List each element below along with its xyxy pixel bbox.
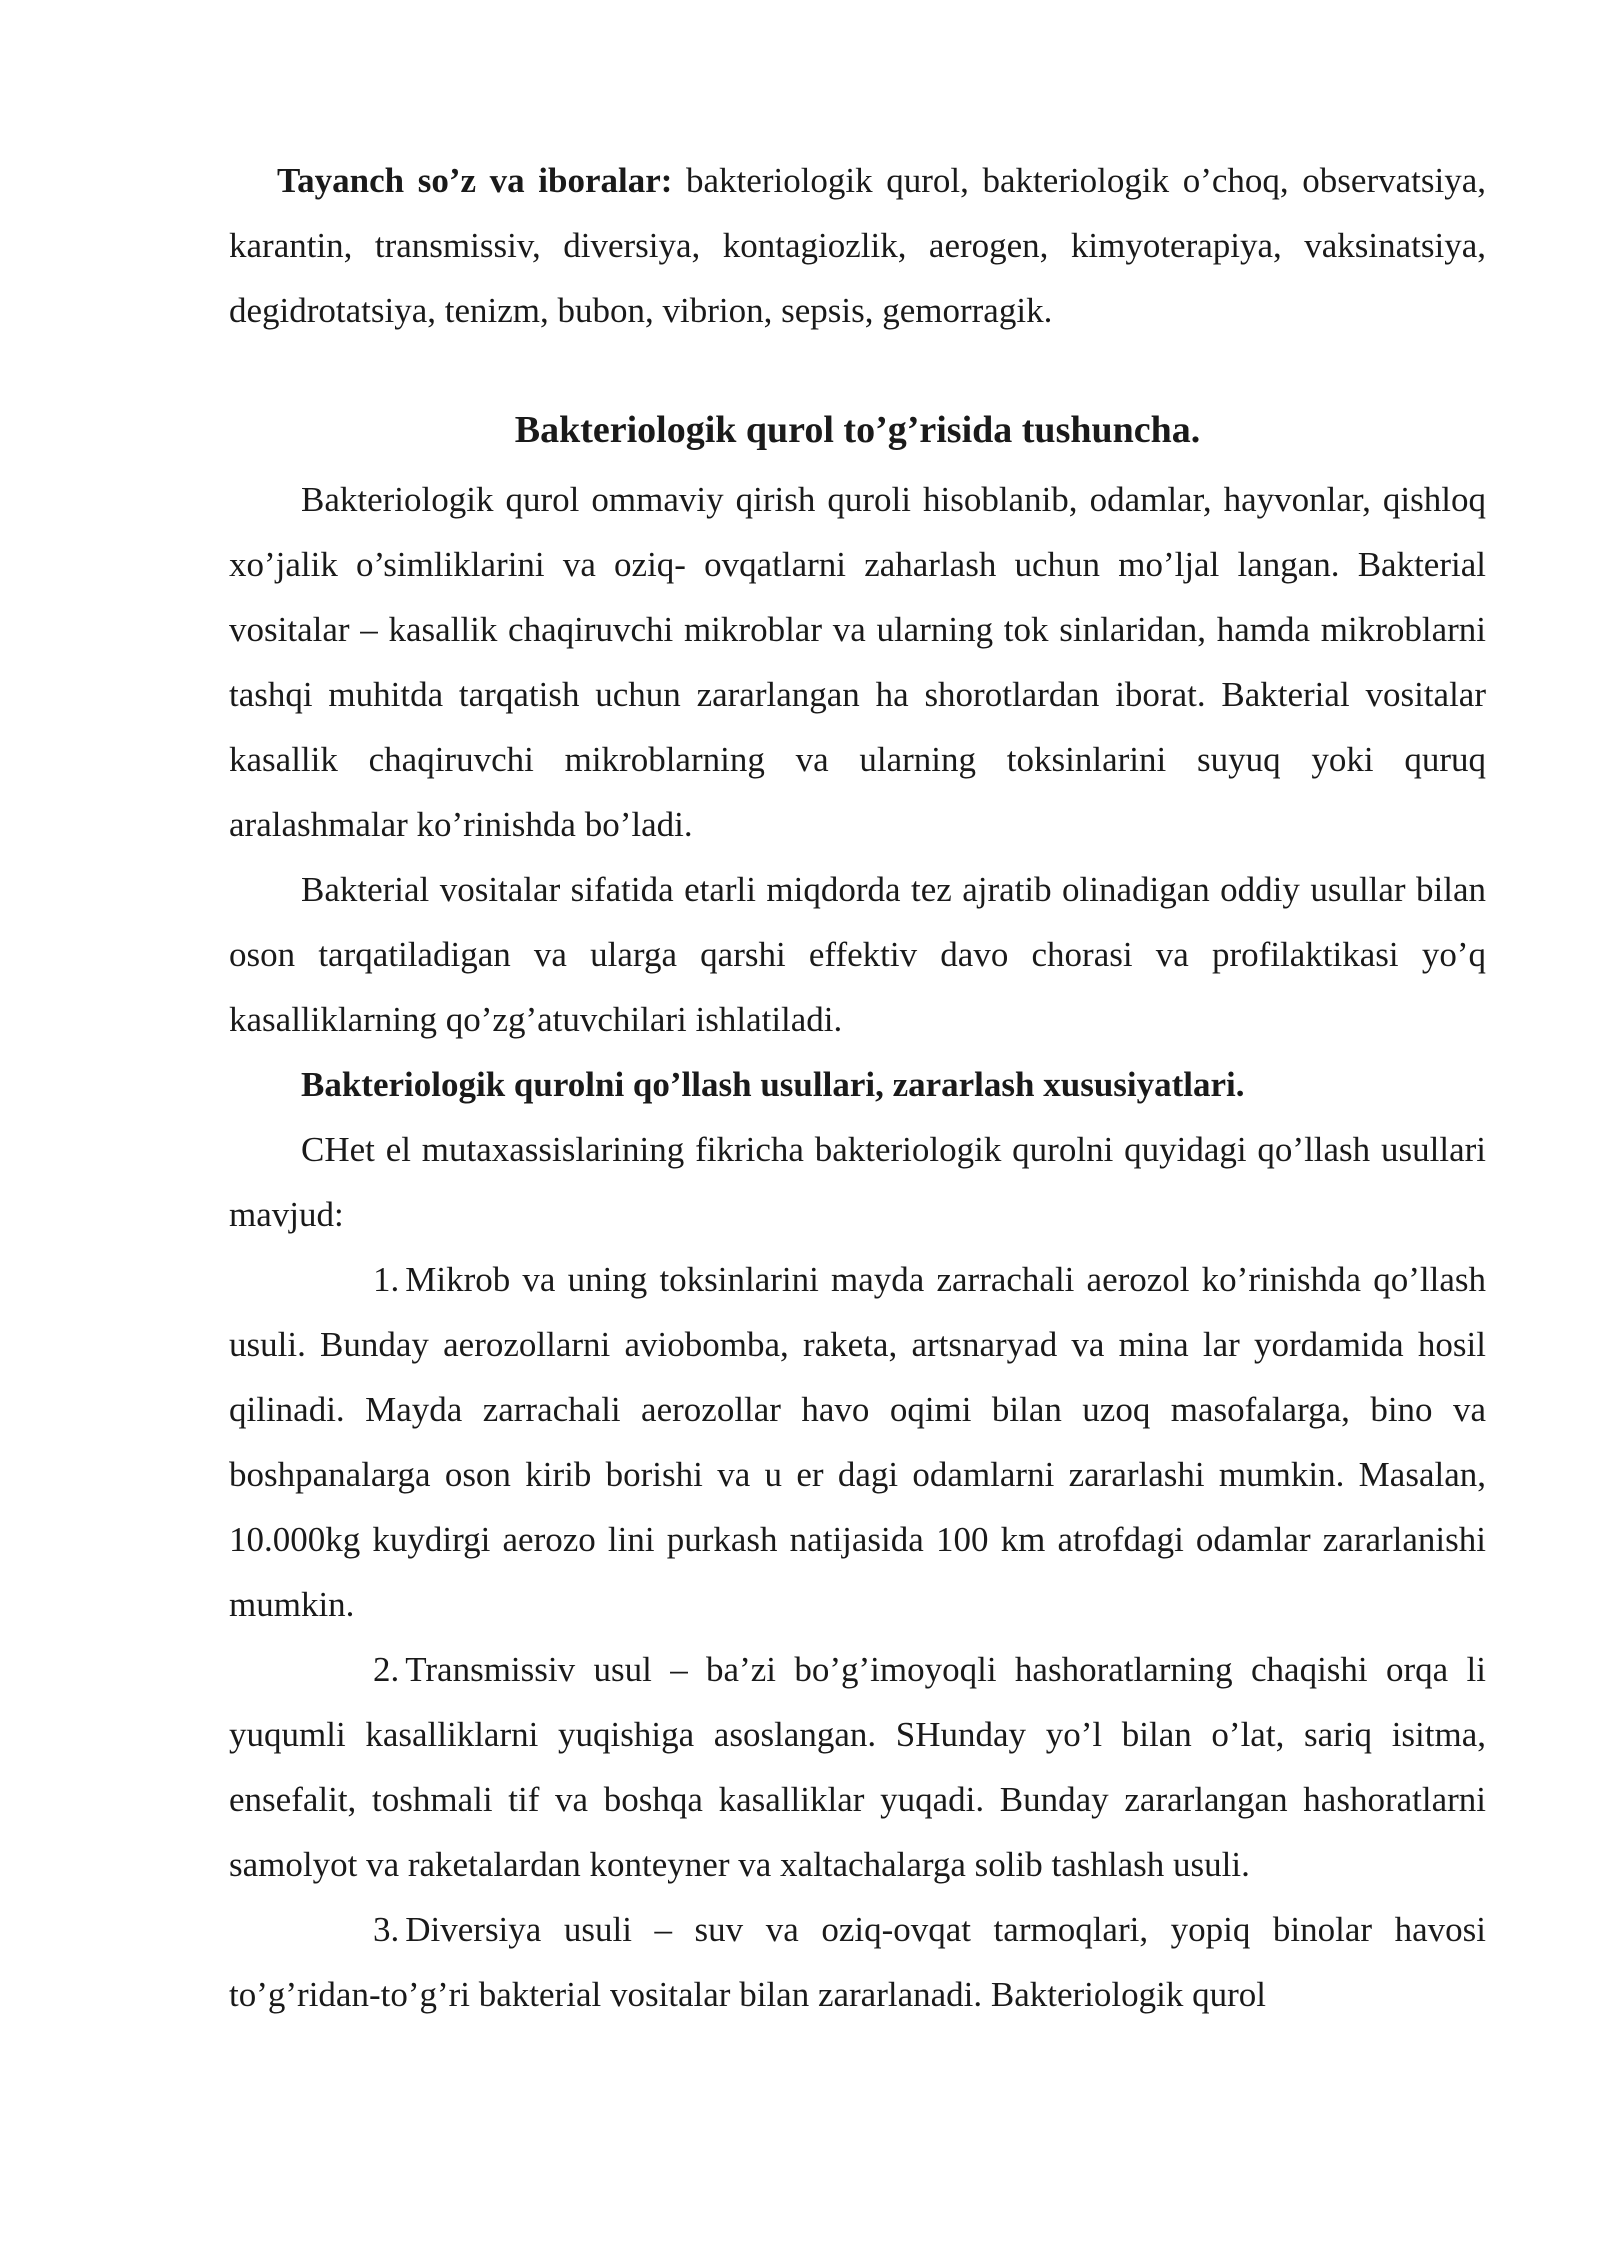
list-item-number: 3. xyxy=(373,1910,400,1949)
body-paragraph: Bakteriologik qurol ommaviy qirish quroli hisoblanib, odamlar, hayvonlar, qishloq xo’jalik o’simliklarini va oziq- ovqatlarni zaharlash uchun mo’ljal langan. Bakterial vositalar – kasallik chaqiruvchi mikroblar va ularning tok sinlaridan, hamda mikroblarni tashqi muhitda tarqatish uchun zararlangan ha shorotlardan iborat. Bakterial vositalar kasallik chaqiruvchi mikroblarning va ularning toksinlarini suyuq yoki quruq aralashmalar ko’rinishda bo’ladi. xyxy=(229,480,1486,844)
keywords-text: bakteriologik qurol, bakteriologik o’choq, observatsiya, karantin, transmissiv, diversiya, kontagiozlik, aerogen, kimyoterapiya, vaksinatsiya, degidrotatsiya, tenizm, bubon, vibrion, sepsis, gemorragik. xyxy=(229,161,1487,330)
list-item-text: Mikrob va uning toksinlarini mayda zarrachali aerozol ko’rinishda qo’llash usuli. Bunday aerozollarni aviobomba, raketa, artsnaryad va mina lar yordamida hosil qilinadi. Mayda zarrachali aerozollar havo oqimi bilan uzoq masofalarga, bino va boshpanalarga oson kirib borishi va u er dagi odamlarni zararlashi mumkin. Masalan, 10.000kg kuydirgi aerozo lini purkash natijasida 100 km atrofdagi odamlar zararlanishi mumkin. xyxy=(229,1260,1486,1624)
keywords-paragraph xyxy=(229,148,1486,343)
list-item-number: 1. xyxy=(373,1260,400,1299)
list-item-text: Diversiya usuli – suv va oziq-ovqat tarmoqlari, yopiq binolar havosi to’g’ridan-to’g’ri bakterial vositalar bilan zararlanadi. Bakteriologik qurol xyxy=(229,1910,1486,2014)
body-paragraph: CHet el mutaxassislarining fikricha bakteriologik qurolni quyidagi qo’llash usullari mavjud: xyxy=(229,1130,1486,1234)
body-paragraph: Bakterial vositalar sifatida etarli miqdorda tez ajratib olinadigan oddiy usullar bilan oson tarqatiladigan va ularga qarshi effektiv davo chorasi va profilaktikasi yo’q kasalliklarning qo’zg’atuvchilari ishlatiladi. xyxy=(229,870,1486,1039)
list-item-text: Transmissiv usul – ba’zi bo’g’imoyoqli hashoratlarning chaqishi orqa li yuqumli kasalliklarni yuqishiga asoslangan. SHunday yo’l bilan o’lat, sariq isitma, ensefalit, toshmali tif va boshqa kasalliklar yuqadi. Bunday zararlangan hashoratlarni samolyot va raketalardan konteyner va xaltachalarga solib tashlash usuli. xyxy=(229,1650,1486,1884)
section-heading-usage: Bakteriologik qurolni qo’llash usullari, zararlash xususiyatlari. xyxy=(301,1065,1245,1104)
list-item-number: 2. xyxy=(373,1650,400,1689)
keywords-label: Tayanch so’z va iboralar: xyxy=(277,161,673,200)
list-item xyxy=(229,1247,1486,1637)
document-page xyxy=(229,148,1486,2027)
list-item xyxy=(229,1897,1486,2027)
list-item xyxy=(229,1637,1486,1897)
section-heading-concept: Bakteriologik qurol to’g’risida tushuncha. xyxy=(514,409,1201,451)
